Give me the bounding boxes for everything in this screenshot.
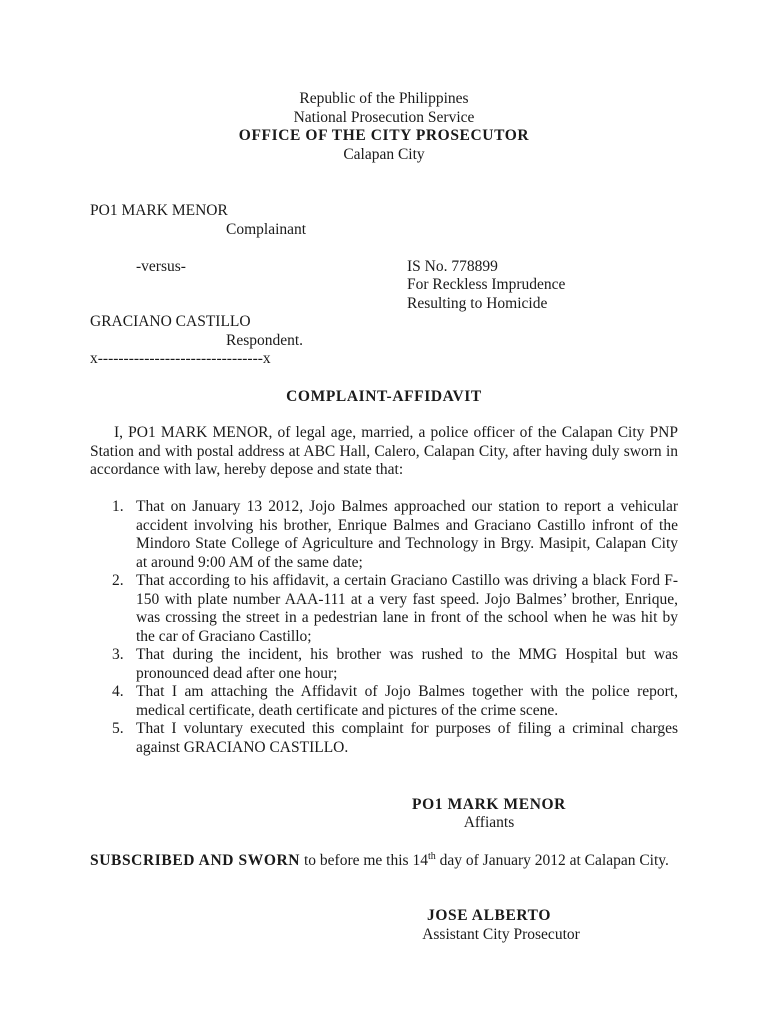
list-item-number: 1. (112, 498, 124, 515)
jurat-text-before-day: to before me this 14 (300, 852, 428, 869)
affiant-label: Affiants (463, 814, 515, 831)
list-item (90, 720, 678, 757)
list-item (90, 646, 678, 683)
list-item (90, 572, 678, 646)
list-item-number: 5. (112, 720, 124, 737)
list-item-text: That during the incident, his brother was rushed to the MMG Hospital but was pronounced dead after one hour; (136, 646, 678, 682)
jurat-lead: SUBSCRIBED AND SWORN (90, 852, 301, 869)
versus-label: -versus- (136, 258, 186, 275)
respondent-name: GRACIANO CASTILLO (90, 313, 251, 330)
header-office: OFFICE OF THE CITY PROSECUTOR (238, 127, 530, 144)
header-agency: National Prosecution Service (293, 109, 475, 126)
list-item-text: That according to his affidavit, a certain Graciano Castillo was driving a black Ford F-150 with plate number AAA-111 at a very fast speed. Jojo Balmes’ brother, Enrique, was crossing the street in a pedestrian lane in front of the school when he was hit by the car of Graciano Castillo; (136, 572, 678, 645)
jurat-paragraph (90, 852, 678, 871)
charge-line-1: For Reckless Imprudence (407, 276, 566, 293)
header-city: Calapan City (343, 146, 425, 163)
list-item-number: 4. (112, 683, 124, 700)
document-title: COMPLAINT-AFFIDAVIT (286, 388, 482, 405)
list-item-text: That I voluntary executed this complaint for purposes of filing a criminal charges against GRACIANO CASTILLO. (136, 720, 678, 756)
intro-paragraph: I, PO1 MARK MENOR, of legal age, married, a police officer of the Calapan City PNP Station and with postal address at ABC Hall, Calero, Calapan City, after having duly sworn in accordance with law, hereby depose and state that: (90, 424, 678, 478)
jurat-text-after-day: day of January 2012 at Calapan City. (435, 852, 669, 869)
caption-divider: x--------------------------------x (90, 350, 271, 367)
header-republic: Republic of the Philippines (299, 90, 469, 107)
list-item (90, 683, 678, 720)
list-item (90, 498, 678, 572)
prosecutor-name: JOSE ALBERTO (427, 907, 551, 924)
list-item-text: That on January 13 2012, Jojo Balmes approached our station to report a vehicular accident involving his brother, Enrique Balmes and Graciano Castillo infront of the Mindoro State College of Agriculture and Technology in Brgy. Masipit, Calapan City at around 9:00 AM of the same date; (136, 498, 678, 571)
allegations-list (90, 498, 678, 757)
list-item-number: 2. (112, 572, 124, 589)
list-item-text: That I am attaching the Affidavit of Jojo Balmes together with the police report, medical certificate, death certificate and pictures of the crime scene. (136, 683, 678, 719)
affiant-name: PO1 MARK MENOR (412, 796, 566, 813)
prosecutor-title: Assistant City Prosecutor (422, 926, 580, 943)
complainant-role: Complainant (226, 221, 307, 238)
complainant-name: PO1 MARK MENOR (90, 202, 228, 219)
charge-line-2: Resulting to Homicide (407, 295, 548, 312)
list-item-number: 3. (112, 646, 124, 663)
jurat-day-suffix: th (427, 850, 436, 862)
case-number: IS No. 778899 (407, 258, 498, 275)
respondent-role: Respondent. (226, 332, 304, 349)
